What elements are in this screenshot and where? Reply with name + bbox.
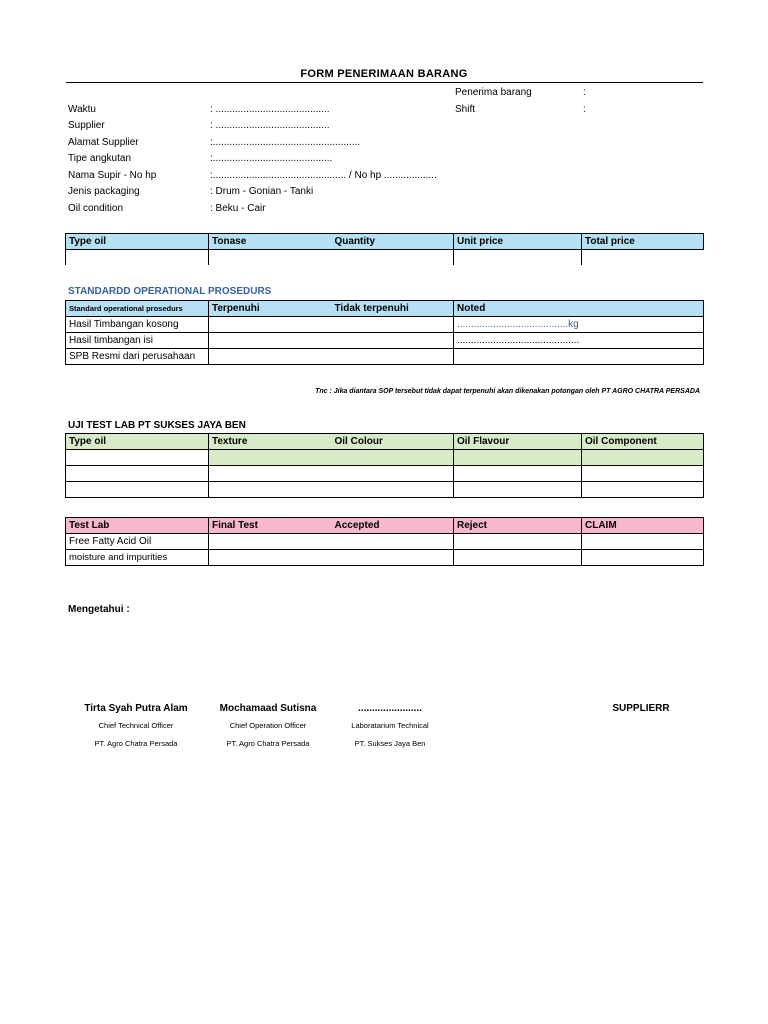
test-cell[interactable] bbox=[454, 550, 582, 566]
test-cell[interactable] bbox=[582, 534, 704, 550]
info-value-waktu[interactable]: : ......................................... bbox=[210, 104, 330, 115]
col-type-oil: Type oil bbox=[66, 234, 209, 250]
col-tonase: Tonase bbox=[209, 234, 332, 250]
sop-check-cell[interactable] bbox=[209, 317, 454, 333]
lab-cell[interactable] bbox=[66, 450, 209, 466]
test-table bbox=[65, 517, 704, 566]
col-final-test: Final Test bbox=[209, 518, 332, 534]
sop-check-cell[interactable] bbox=[209, 349, 454, 365]
signature-name: ....................... bbox=[358, 703, 422, 714]
lab-cell[interactable] bbox=[582, 450, 704, 466]
shift-sep: : bbox=[583, 104, 586, 115]
col-claim: CLAIM bbox=[582, 518, 704, 534]
signature-role: Chief Operation Officer bbox=[229, 721, 307, 730]
col-sop: Standard operational prosedurs bbox=[66, 301, 209, 317]
col-test-lab: Test Lab bbox=[66, 518, 209, 534]
sop-noted[interactable] bbox=[454, 349, 704, 365]
lab-cell[interactable] bbox=[454, 450, 582, 466]
info-label-packaging: Jenis packaging bbox=[68, 186, 140, 197]
table-row bbox=[66, 349, 704, 365]
lab-header-row bbox=[66, 434, 704, 450]
cell-type-oil[interactable] bbox=[66, 250, 209, 266]
test-cell[interactable] bbox=[454, 534, 582, 550]
lab-cell[interactable] bbox=[332, 450, 454, 466]
signature-company: PT. Agro Chatra Persada bbox=[94, 739, 178, 748]
receiver-sep: : bbox=[583, 87, 586, 98]
table-row bbox=[66, 482, 704, 498]
lab-header-row-2 bbox=[66, 450, 704, 466]
table-row bbox=[66, 550, 704, 566]
info-label-alamat: Alamat Supplier bbox=[68, 137, 139, 148]
col-quantity: Quantity bbox=[332, 234, 454, 250]
sop-table bbox=[65, 300, 704, 365]
sop-noted[interactable]: ........................................kg bbox=[454, 317, 704, 333]
sop-item: SPB Resmi dari perusahaan bbox=[66, 349, 209, 365]
info-value-nama-supir[interactable]: :................................................ / No hp ................... bbox=[210, 170, 437, 181]
lab-cell[interactable] bbox=[582, 482, 704, 498]
lab-cell[interactable] bbox=[209, 466, 332, 482]
info-label-waktu: Waktu bbox=[68, 104, 96, 115]
info-label-nama-supir: Nama Supir - No hp bbox=[68, 170, 157, 181]
col-noted: Noted bbox=[454, 301, 704, 317]
table-row bbox=[66, 466, 704, 482]
cell-quantity[interactable] bbox=[332, 250, 454, 266]
lab-cell[interactable] bbox=[454, 466, 582, 482]
sop-title: STANDARDD OPERATIONAL PROSEDURS bbox=[68, 286, 272, 297]
sop-item: Hasil timbangan isi bbox=[66, 333, 209, 349]
table-row bbox=[66, 317, 704, 333]
col-total-price: Total price bbox=[582, 234, 704, 250]
col-oil-component: Oil Component bbox=[582, 434, 704, 450]
sop-noted[interactable]: ............................................ bbox=[454, 333, 704, 349]
lab-cell[interactable] bbox=[66, 466, 209, 482]
test-cell[interactable] bbox=[582, 550, 704, 566]
info-label-oil-condition: Oil condition bbox=[68, 203, 124, 214]
col-texture: Texture bbox=[209, 434, 332, 450]
lab-cell[interactable] bbox=[332, 482, 454, 498]
table-row bbox=[66, 333, 704, 349]
col-type-oil: Type oil bbox=[66, 434, 209, 450]
info-label-supplier: Supplier bbox=[68, 120, 105, 131]
info-value-oil-condition[interactable]: : Beku - Cair bbox=[210, 203, 266, 214]
sop-note: Tnc : Jika diantara SOP tersebut tidak dapat terpenuhi akan dikenakan potongan oleh PT AGRO CHATRA PERSADA bbox=[315, 388, 700, 395]
lab-table bbox=[65, 433, 704, 498]
test-item: Free Fatty Acid Oil bbox=[66, 534, 209, 550]
goods-header-row bbox=[66, 234, 704, 250]
info-value-tipe-angkutan[interactable]: :........................................... bbox=[210, 153, 333, 164]
signature-name: Mochamaad Sutisna bbox=[219, 703, 317, 714]
info-value-alamat[interactable]: :..................................................... bbox=[210, 137, 361, 148]
title-rule bbox=[66, 82, 703, 83]
info-value-packaging[interactable]: : Drum - Gonian - Tanki bbox=[210, 186, 314, 197]
supplier-signature: SUPPLIERR bbox=[612, 703, 670, 714]
sop-item: Hasil Timbangan kosong bbox=[66, 317, 209, 333]
cell-unit-price[interactable] bbox=[454, 250, 582, 266]
col-tidak-terpenuhi: Tidak terpenuhi bbox=[332, 301, 454, 317]
signature-role: Chief Technical Officer bbox=[98, 721, 174, 730]
col-unit-price: Unit price bbox=[454, 234, 582, 250]
col-oil-colour: Oil Colour bbox=[332, 434, 454, 450]
col-oil-flavour: Oil Flavour bbox=[454, 434, 582, 450]
test-header-row bbox=[66, 518, 704, 534]
sop-check-cell[interactable] bbox=[209, 333, 454, 349]
receiver-label: Penerima barang bbox=[455, 87, 532, 98]
mengetahui-label: Mengetahui : bbox=[68, 604, 130, 615]
test-cell[interactable] bbox=[209, 550, 454, 566]
signature-role: Laboratarium Technical bbox=[351, 721, 429, 730]
col-accepted: Accepted bbox=[332, 518, 454, 534]
test-cell[interactable] bbox=[209, 534, 454, 550]
signature-company: PT. Sukses Jaya Ben bbox=[354, 739, 426, 748]
cell-total-price[interactable] bbox=[582, 250, 704, 266]
lab-cell[interactable] bbox=[454, 482, 582, 498]
goods-table bbox=[65, 233, 704, 265]
lab-cell[interactable] bbox=[66, 482, 209, 498]
info-label-tipe-angkutan: Tipe angkutan bbox=[68, 153, 132, 164]
shift-label: Shift bbox=[455, 104, 476, 115]
lab-cell[interactable] bbox=[332, 466, 454, 482]
table-row bbox=[66, 250, 704, 266]
col-reject: Reject bbox=[454, 518, 582, 534]
lab-title: UJI TEST LAB PT SUKSES JAYA BEN bbox=[68, 420, 246, 431]
sop-header-row bbox=[66, 301, 704, 317]
lab-cell[interactable] bbox=[209, 482, 332, 498]
signature-name: Tirta Syah Putra Alam bbox=[84, 703, 188, 714]
col-terpenuhi: Terpenuhi bbox=[209, 301, 332, 317]
info-value-supplier[interactable]: : ......................................... bbox=[210, 120, 330, 131]
form-title: FORM PENERIMAAN BARANG bbox=[300, 68, 468, 80]
table-row bbox=[66, 534, 704, 550]
lab-cell[interactable] bbox=[209, 450, 332, 466]
cell-tonase[interactable] bbox=[209, 250, 332, 266]
signature-company: PT. Agro Chatra Persada bbox=[226, 739, 310, 748]
lab-cell[interactable] bbox=[582, 466, 704, 482]
test-item: moisture and impurities bbox=[66, 550, 209, 566]
